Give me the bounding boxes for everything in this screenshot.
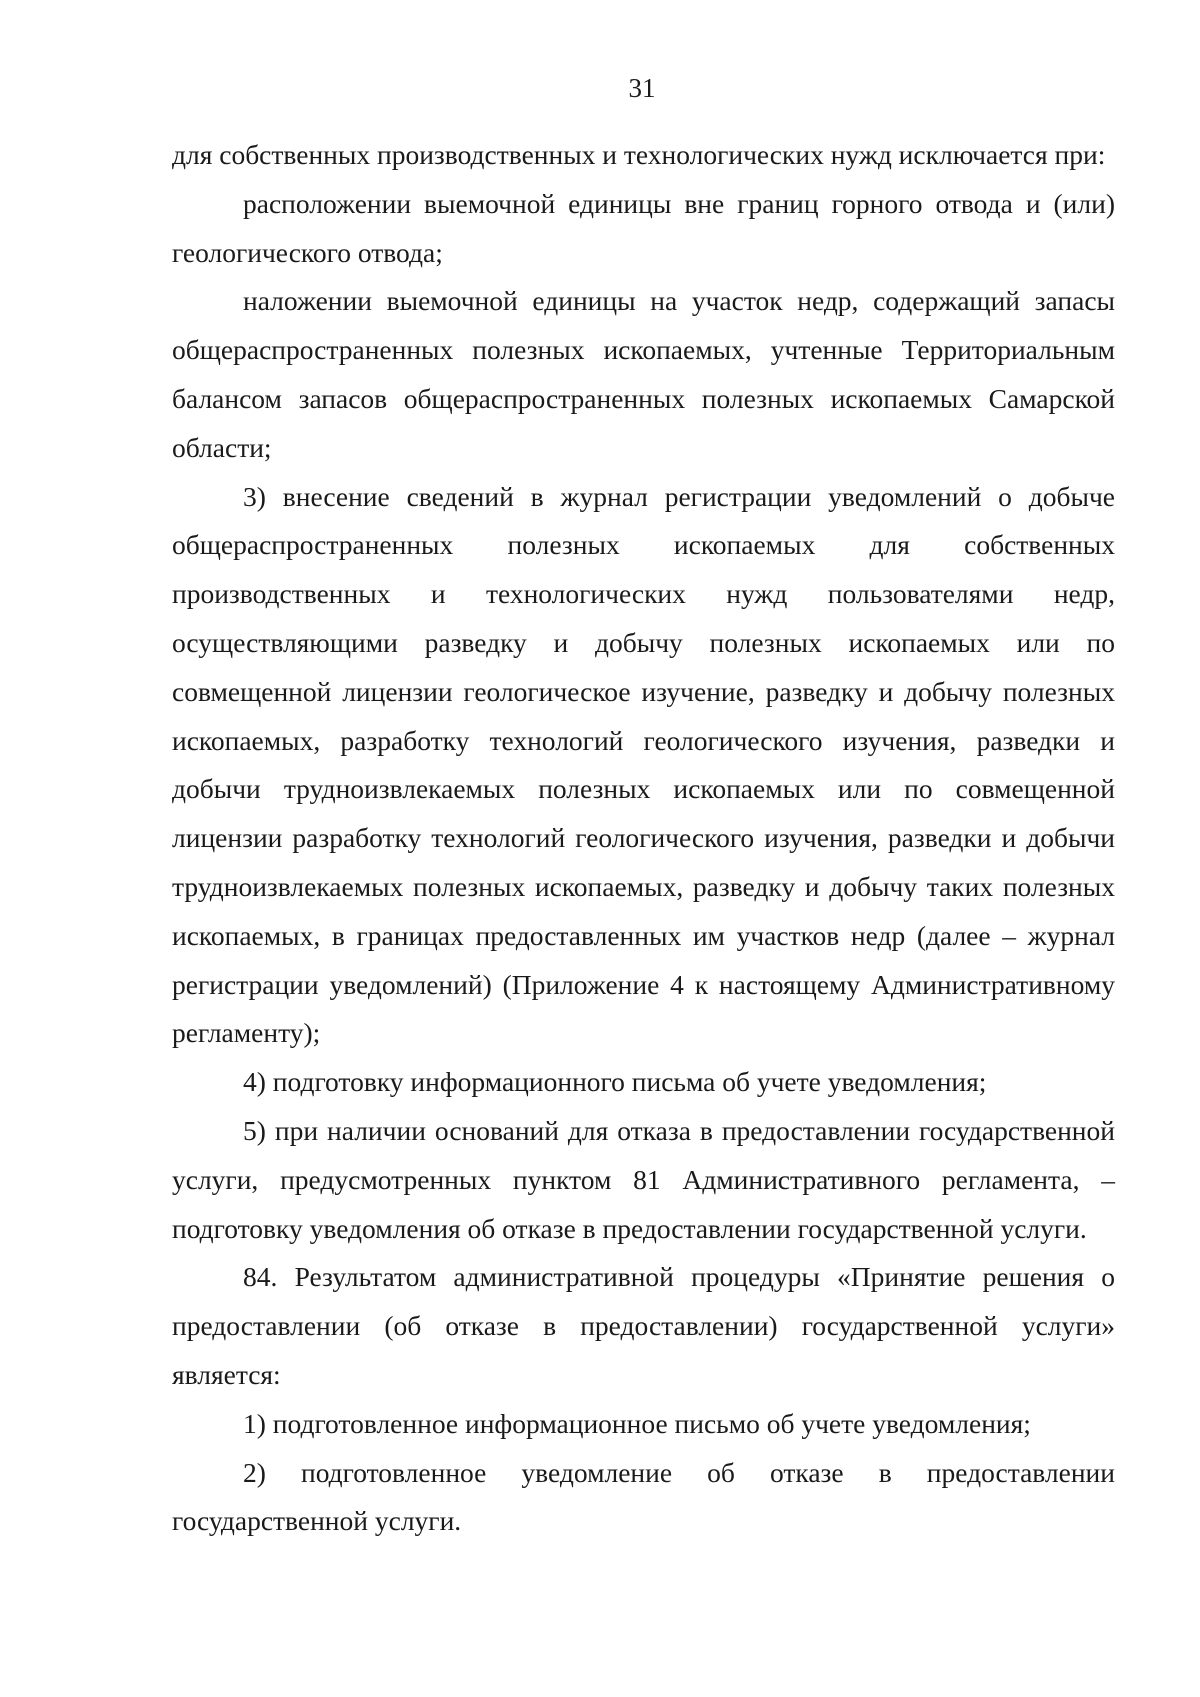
paragraph-result-item-1: 1) подготовленное информационное письмо об учете уведомления; — [243, 1407, 1031, 1439]
paragraph-item-3-journal-entry: 3) внесение сведений в журнал регистрации уведомлений о добыче общераспространенных полезных ископаемых для собственных производственных и технологических нужд пользователями недр, осуществляющими разведку и добычу полезных ископаемых или по совмещенной лицензии геологическое изучение, разведку и добычу полезных ископаемых, разработку технологий геологического изучения, разведки и добычи трудноизвлекаемых полезных ископаемых или по совмещенной лицензии разработку технологий геологического изучения, разведки и добычи трудноизвлекаемых полезных ископаемых, разведку и добычу таких полезных ископаемых, в границах предоставленных им участков недр (далее – журнал регистрации уведомлений) (Приложение 4 к настоящему Административному регламенту); — [172, 480, 1115, 1049]
paragraph-outside-boundaries: расположении выемочной единицы вне границ горного отвода и (или) геологического отвода; — [172, 187, 1115, 268]
paragraph-overlap-deposits: наложении выемочной единицы на участок недр, содержащий запасы общераспространенных полезных ископаемых, учтенные Территориальным балансом запасов общераспространенных полезных ископаемых Самарской области; — [172, 285, 1115, 463]
paragraph-84-result: 84. Результатом административной процедуры «Принятие решения о предоставлении (об отказе в предоставлении) государственной услуги» является: — [172, 1261, 1115, 1390]
paragraph-continuation: для собственных производственных и технологических нужд исключается при: — [172, 139, 1106, 170]
paragraph-result-item-2: 2) подготовленное уведомление об отказе в предоставлении государственной услуги. — [172, 1456, 1115, 1537]
document-body — [172, 131, 1115, 1546]
paragraph-item-4-info-letter: 4) подготовку информационного письма об учете уведомления; — [243, 1066, 987, 1098]
paragraph-item-5-refusal-notice: 5) при наличии оснований для отказа в предоставлении государственной услуги, предусмотренных пунктом 81 Административного регламента, – подготовку уведомления об отказе в предоставлении государственной услуги. — [172, 1114, 1115, 1244]
page-number: 31 — [628, 73, 656, 103]
